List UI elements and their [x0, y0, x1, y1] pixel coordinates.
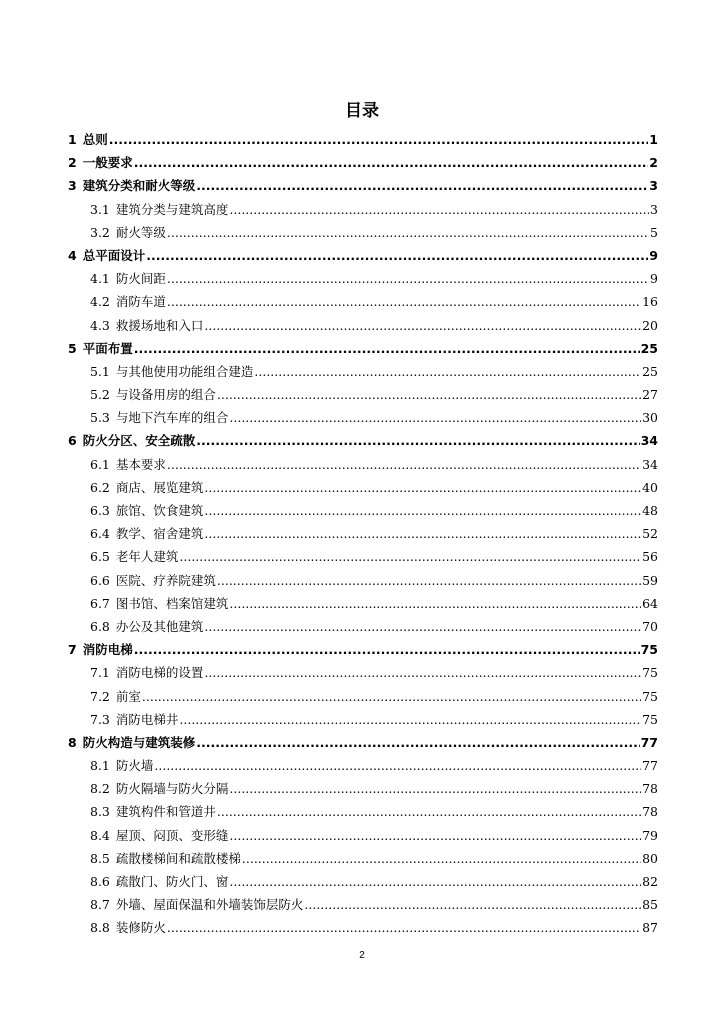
- toc-entry-title: 总平面设计: [82, 247, 146, 263]
- toc-entry-title: 商店、展览建筑: [115, 479, 204, 495]
- toc-dot-leader: [229, 777, 641, 800]
- toc-entry-title: 与地下汽车库的组合: [115, 410, 229, 426]
- toc-dot-leader: [217, 383, 641, 406]
- toc-entry-number: 8.6: [90, 874, 110, 889]
- toc-section-entry[interactable]: [68, 615, 658, 638]
- toc-entry-title: 医院、疗养院建筑: [115, 572, 216, 588]
- toc-entry-page: 34: [640, 433, 658, 449]
- toc-dot-leader: [179, 545, 641, 568]
- toc-entry-number: 6.5: [90, 549, 110, 565]
- toc-section-entry[interactable]: [68, 406, 658, 429]
- toc-section-entry[interactable]: [68, 221, 658, 244]
- toc-entry-title: 耐火等级: [115, 224, 166, 240]
- toc-dot-leader: [109, 128, 649, 151]
- toc-section-entry[interactable]: [68, 360, 658, 383]
- toc-entry-number: 4.2: [90, 294, 110, 310]
- toc-dot-leader: [167, 453, 641, 476]
- toc-entry-title: 前室: [115, 688, 141, 704]
- toc-entry-title: 旅馆、饮食建筑: [115, 503, 204, 518]
- toc-entry-page: 75: [642, 688, 658, 704]
- toc-entry-number: 6.1: [90, 456, 110, 472]
- toc-entry-title: 消防电梯: [82, 642, 133, 658]
- toc-entry-title: 一般要求: [82, 155, 133, 171]
- toc-section-entry[interactable]: [68, 893, 658, 916]
- toc-entry-number: 8.3: [90, 804, 110, 820]
- toc-entry-title: 教学、宿舍建筑: [115, 526, 204, 542]
- toc-entry-title: 防火隔墙与防火分隔: [115, 781, 229, 797]
- toc-dot-leader: [204, 499, 641, 522]
- toc-entry-page: 78: [642, 804, 658, 820]
- toc-section-entry[interactable]: [68, 754, 658, 777]
- toc-entry-number: 4.1: [90, 271, 110, 287]
- toc-entry-number: 1: [68, 132, 77, 147]
- toc-entry-number: 6.6: [90, 572, 110, 588]
- toc-entry-title: 消防电梯井: [115, 711, 179, 727]
- toc-entry-title: 建筑分类和耐火等级: [82, 178, 196, 194]
- toc-entry-page: 75: [642, 711, 658, 727]
- toc-entry-title: 老年人建筑: [115, 549, 179, 565]
- toc-entry-title: 基本要求: [115, 456, 166, 472]
- toc-section-entry[interactable]: [68, 198, 658, 221]
- toc-section-entry[interactable]: [68, 383, 658, 406]
- toc-dot-leader: [229, 592, 641, 615]
- toc-entry-number: 5.3: [90, 410, 110, 426]
- toc-entry-number: 7.2: [90, 688, 110, 704]
- toc-dot-leader: [229, 198, 649, 221]
- toc-entry-page: 5: [650, 224, 658, 240]
- toc-section-entry[interactable]: [68, 592, 658, 615]
- toc-dot-leader: [196, 731, 639, 754]
- toc-entry-page: 80: [642, 850, 658, 866]
- page-title: 目录: [345, 101, 379, 121]
- toc-entry-page: 77: [640, 734, 658, 750]
- toc-section-entry[interactable]: [68, 708, 658, 731]
- toc-entry-title: 防火构造与建筑装修: [82, 734, 196, 750]
- toc-chapter-entry[interactable]: [68, 174, 658, 197]
- toc-dot-leader: [204, 522, 641, 545]
- toc-entry-number: 6.8: [90, 618, 110, 634]
- toc-dot-leader: [254, 360, 641, 383]
- toc-entry-page: 75: [640, 642, 658, 658]
- toc-chapter-entry[interactable]: [68, 337, 658, 360]
- toc-entry-page: 64: [642, 595, 658, 611]
- toc-entry-page: 56: [642, 549, 658, 565]
- toc-entry-page: 30: [642, 410, 658, 426]
- toc-entry-number: 4: [68, 247, 77, 263]
- toc-entry-number: 7: [68, 642, 77, 658]
- toc-entry-title: 防火墙: [115, 758, 154, 774]
- toc-entry-number: 5.2: [90, 387, 110, 403]
- toc-entry-page: 20: [642, 317, 658, 333]
- toc-dot-leader: [167, 290, 641, 313]
- toc-entry-page: 9: [650, 271, 658, 287]
- toc-dot-leader: [229, 870, 641, 893]
- toc-entry-number: 3.2: [90, 224, 110, 240]
- toc-entry-number: 8.8: [90, 920, 110, 936]
- toc-dot-leader: [179, 708, 641, 731]
- toc-entry-title: 建筑分类与建筑高度: [115, 201, 229, 217]
- toc-dot-leader: [229, 406, 641, 429]
- toc-entry-page: 16: [642, 294, 658, 310]
- toc-dot-leader: [304, 893, 641, 916]
- toc-chapter-entry[interactable]: [68, 638, 658, 661]
- toc-section-entry[interactable]: [68, 545, 658, 568]
- toc-dot-leader: [229, 824, 641, 847]
- toc-chapter-entry[interactable]: [68, 128, 658, 151]
- toc-entry-title: 消防电梯的设置: [115, 665, 204, 681]
- toc-entry-title: 消防车道: [115, 294, 166, 310]
- toc-section-entry[interactable]: [68, 476, 658, 499]
- toc-entry-page: 52: [642, 526, 658, 542]
- toc-entry-title: 救援场地和入口: [115, 317, 204, 333]
- toc-dot-leader: [167, 267, 649, 290]
- toc-entry-number: 5.1: [90, 363, 110, 379]
- toc-entry-title: 总则: [82, 132, 108, 147]
- toc-entry-page: 25: [642, 363, 658, 379]
- toc-dot-leader: [242, 847, 641, 870]
- toc-entry-title: 建筑构件和管道井: [115, 804, 216, 820]
- toc-entry-page: 77: [642, 758, 658, 774]
- toc-dot-leader: [204, 661, 641, 684]
- toc-dot-leader: [204, 615, 641, 638]
- toc-section-entry[interactable]: [68, 916, 658, 939]
- toc-dot-leader: [134, 638, 640, 661]
- toc-entry-number: 3.1: [90, 201, 110, 217]
- toc-entry-number: 5: [68, 340, 77, 356]
- page-number: 2: [359, 950, 365, 961]
- toc-entry-number: 6.3: [90, 503, 110, 518]
- toc-entry-number: 8.5: [90, 850, 110, 866]
- toc-section-entry[interactable]: [68, 870, 658, 893]
- toc-entry-number: 8: [68, 734, 77, 750]
- toc-section-entry[interactable]: [68, 499, 658, 522]
- toc-dot-leader: [146, 244, 648, 267]
- toc-chapter-entry[interactable]: [68, 429, 658, 452]
- toc-entry-title: 办公及其他建筑: [115, 618, 204, 634]
- toc-entry-page: 82: [642, 874, 658, 889]
- toc-entry-title: 屋顶、闷顶、变形缝: [115, 827, 229, 843]
- toc-dot-leader: [134, 151, 649, 174]
- toc-section-entry[interactable]: [68, 800, 658, 823]
- toc-entry-title: 平面布置: [82, 340, 133, 356]
- toc-dot-leader: [196, 174, 648, 197]
- toc-section-entry[interactable]: [68, 847, 658, 870]
- table-of-contents: [68, 128, 658, 940]
- toc-entry-title: 与其他使用功能组合建造: [115, 363, 254, 379]
- toc-section-entry[interactable]: [68, 522, 658, 545]
- toc-entry-page: 40: [642, 479, 658, 495]
- toc-dot-leader: [204, 476, 641, 499]
- toc-entry-title: 外墙、屋面保温和外墙装饰层防火: [115, 897, 304, 913]
- toc-entry-number: 2: [68, 155, 77, 171]
- toc-dot-leader: [154, 754, 641, 777]
- toc-dot-leader: [167, 221, 649, 244]
- toc-entry-number: 6.4: [90, 526, 110, 542]
- toc-entry-title: 防火间距: [115, 271, 166, 287]
- toc-dot-leader: [167, 916, 641, 939]
- toc-entry-page: 25: [640, 340, 658, 356]
- toc-dot-leader: [134, 337, 640, 360]
- toc-dot-leader: [217, 569, 641, 592]
- toc-dot-leader: [196, 429, 639, 452]
- toc-section-entry[interactable]: [68, 453, 658, 476]
- toc-entry-page: 3: [650, 201, 658, 217]
- toc-section-entry[interactable]: [68, 314, 658, 337]
- toc-section-entry[interactable]: [68, 267, 658, 290]
- toc-entry-number: 8.4: [90, 827, 110, 843]
- toc-entry-page: 9: [649, 247, 658, 263]
- toc-entry-number: 6.2: [90, 479, 110, 495]
- toc-entry-page: 59: [642, 572, 658, 588]
- toc-section-entry[interactable]: [68, 824, 658, 847]
- toc-section-entry[interactable]: [68, 777, 658, 800]
- toc-chapter-entry[interactable]: [68, 151, 658, 174]
- toc-dot-leader: [217, 800, 641, 823]
- toc-entry-number: 6: [68, 433, 77, 449]
- toc-entry-number: 7.1: [90, 665, 110, 681]
- toc-dot-leader: [204, 314, 641, 337]
- toc-entry-page: 27: [642, 387, 658, 403]
- toc-entry-number: 8.1: [90, 758, 110, 774]
- toc-entry-page: 1: [649, 132, 658, 147]
- toc-chapter-entry[interactable]: [68, 244, 658, 267]
- toc-section-entry[interactable]: [68, 685, 658, 708]
- toc-entry-number: 8.7: [90, 897, 110, 913]
- toc-entry-number: 3: [68, 178, 77, 194]
- toc-entry-title: 防火分区、安全疏散: [82, 433, 196, 449]
- toc-entry-number: 8.2: [90, 781, 110, 797]
- toc-entry-title: 图书馆、档案馆建筑: [115, 595, 229, 611]
- toc-entry-page: 2: [649, 155, 658, 171]
- toc-entry-page: 3: [649, 178, 658, 194]
- toc-entry-page: 78: [642, 781, 658, 797]
- toc-dot-leader: [142, 685, 641, 708]
- toc-entry-page: 87: [642, 920, 658, 936]
- toc-entry-title: 装修防火: [115, 920, 166, 936]
- toc-entry-title: 疏散楼梯间和疏散楼梯: [115, 850, 241, 866]
- toc-entry-page: 75: [642, 665, 658, 681]
- toc-entry-page: 70: [642, 618, 658, 634]
- toc-entry-page: 79: [642, 827, 658, 843]
- toc-section-entry[interactable]: [68, 569, 658, 592]
- toc-chapter-entry[interactable]: [68, 731, 658, 754]
- toc-entry-page: 34: [642, 456, 658, 472]
- toc-entry-number: 6.7: [90, 595, 110, 611]
- toc-section-entry[interactable]: [68, 290, 658, 313]
- toc-entry-number: 4.3: [90, 317, 110, 333]
- toc-entry-page: 48: [642, 503, 658, 518]
- toc-section-entry[interactable]: [68, 661, 658, 684]
- toc-entry-number: 7.3: [90, 711, 110, 727]
- toc-entry-title: 与设备用房的组合: [115, 387, 216, 403]
- toc-entry-page: 85: [642, 897, 658, 913]
- toc-entry-title: 疏散门、防火门、窗: [115, 874, 229, 889]
